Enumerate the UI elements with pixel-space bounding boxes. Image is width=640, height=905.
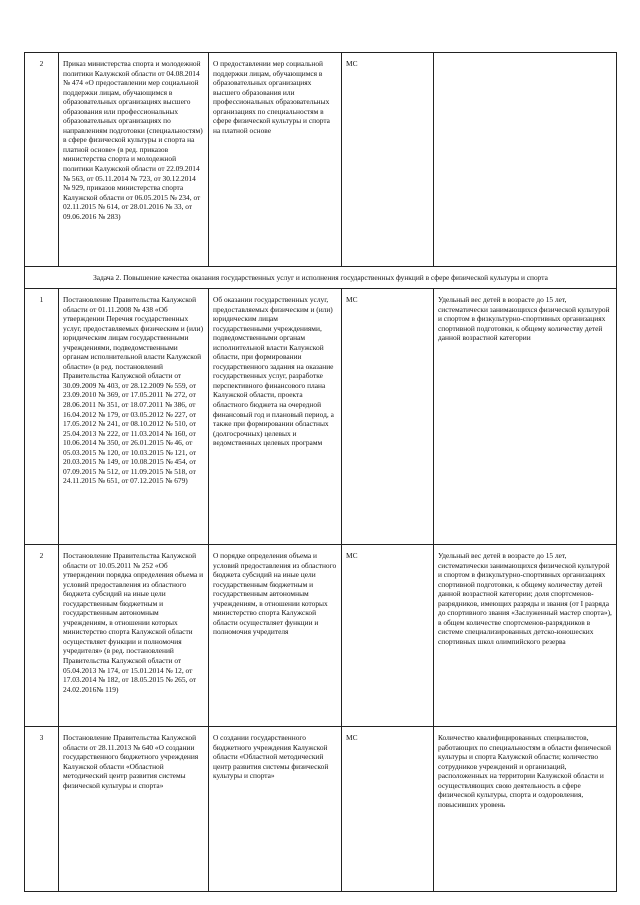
row-number: 2 <box>25 53 59 267</box>
executor-cell: МС <box>342 545 434 727</box>
legal-act-cell: Постановление Правительства Калужской области от 01.11.2008 № 438 «Об утверждении Перечня государственных услуг, предоставляемых физическим и (или) юридическим лицам государственными учреждениями, подведомственными органам исполнительной власти Калужской области» (в ред. постановлений Правительства Калужской области от 30.09.2009 № 403, от 28.12.2009 № 559, от 23.09.2010 № 369, от 17.05.2011 № 272, от 28.06.2011 № 351, от 18.07.2011 № 386, от 16.04.2012 № 179, от 03.05.2012 № 227, от 17.05.2012 № 241, от 08.10.2012 № 510, от 25.04.2013 № 222, от 11.03.2014 № 160, от 10.06.2014 № 350, от 26.01.2015 № 46, от 05.03.2015 № 120, от 10.03.2015 № 121, от 20.03.2015 № 149, от 10.08.2015 № 454, от 07.09.2015 № 512, от 11.09.2015 № 518, от 24.11.2015 № 651, от 07.12.2015 № 679) <box>59 289 209 545</box>
legal-acts-table <box>24 52 617 892</box>
subject-cell: Об оказании государственных услуг, предоставляемых физическим и (или) юридическим лицам государственными учреждениями, подведомственными органам исполнительной власти Калужской области, при формировании государственного задания на оказание государственных услуг, разработке перспективного финансового плана Калужской области, проекта областного бюджета на очередной финансовый год и плановый период, а также при формировании областных (долгосрочных) целевых и ведомственных целевых программ <box>209 289 342 545</box>
legal-act-cell: Постановление Правительства Калужской области от 10.05.2011 № 252 «Об утверждении порядка определения объема и условий предоставления из областного бюджета субсидий на иные цели государственным бюджетным и государственным автономным учреждениям, в отношении которых министерство спорта Калужской области осуществляет функции и полномочия учредителя» (в ред. постановлений Правительства Калужской области от 05.04.2013 № 174, от 15.01.2014 № 12, от 17.03.2014 № 182, от 18.05.2015 № 265, от 24.02.2016№ 119) <box>59 545 209 727</box>
task-row <box>25 267 617 289</box>
indicator-cell: Удельный вес детей в возрасте до 15 лет, систематически занимающихся физической культурой и спортом в физкультурно-спортивных организациях спортивной подготовки, к общему количеству детей данной возрастной категории; доля спортсменов-разрядников, имеющих разряды и звания (от I разряда до спортивного звания «Заслуженный мастер спорта»), в общем количестве спортсменов-разрядников в системе специализированных детско-юношеских спортивных школ олимпийского резерва <box>434 545 617 727</box>
legal-act-cell: Приказ министерства спорта и молодежной политики Калужской области от 04.08.2014 № 474 «О предоставлении мер социальной поддержки лицам, обучающимся в образовательных организациях высшего образования или профессиональных образовательных организациях по направлениям подготовки (специальностям) в сфере физической культуры и спорта на платной основе» (в ред. приказов министерства спорта и молодежной политики Калужской области от 22.09.2014 № 563, от 05.11.2014 № 723, от 30.12.2014 № 929, приказов министерства спорта Калужской области от 06.05.2015 № 234, от 02.11.2015 № 614, от 28.01.2016 № 33, от 09.06.2016 № 283) <box>59 53 209 267</box>
indicator-cell: Удельный вес детей в возрасте до 15 лет, систематически занимающихся физической культурой и спортом в физкультурно-спортивных организациях спортивной подготовки, к общему количеству детей данной возрастной категории <box>434 289 617 545</box>
row-number: 3 <box>25 727 59 892</box>
table-row <box>25 53 617 267</box>
table-row <box>25 727 617 892</box>
row-number: 1 <box>25 289 59 545</box>
subject-cell: О порядке определения объема и условий предоставления из областного бюджета субсидий на иные цели государственным бюджетным и государственным автономным учреждениям, в отношении которых министерство спорта Калужской области осуществляет функции и полномочия учредителя <box>209 545 342 727</box>
indicator-cell <box>434 53 617 267</box>
executor-cell: МС <box>342 289 434 545</box>
indicator-cell: Количество квалифицированных специалистов, работающих по специальностям в области физической культуры и спорта Калужской области; количество сотрудников учреждений и организаций, расположенных на территории Калужской области и осуществляющих свою деятельность в сфере физической культуры, спорта и оздоровления, повысивших уровень <box>434 727 617 892</box>
legal-act-cell: Постановление Правительства Калужской области от 28.11.2013 № 640 «О создании государственного бюджетного учреждения Калужской области «Областной методический центр развития системы физической культуры и спорта» <box>59 727 209 892</box>
executor-cell: МС <box>342 727 434 892</box>
task-heading: Задача 2. Повышение качества оказания государственных услуг и исполнения государственных функций в сфере физической культуры и спорта <box>25 267 617 289</box>
table-row <box>25 289 617 545</box>
table-row <box>25 545 617 727</box>
subject-cell: О создании государственного бюджетного учреждения Калужской области «Областной методический центр развития системы физической культуры и спорта» <box>209 727 342 892</box>
executor-cell: МС <box>342 53 434 267</box>
row-number: 2 <box>25 545 59 727</box>
subject-cell: О предоставлении мер социальной поддержки лицам, обучающимся в образовательных организациях высшего образования или профессиональных образовательных организациях по специальностям в сфере физической культуры и спорта на платной основе <box>209 53 342 267</box>
